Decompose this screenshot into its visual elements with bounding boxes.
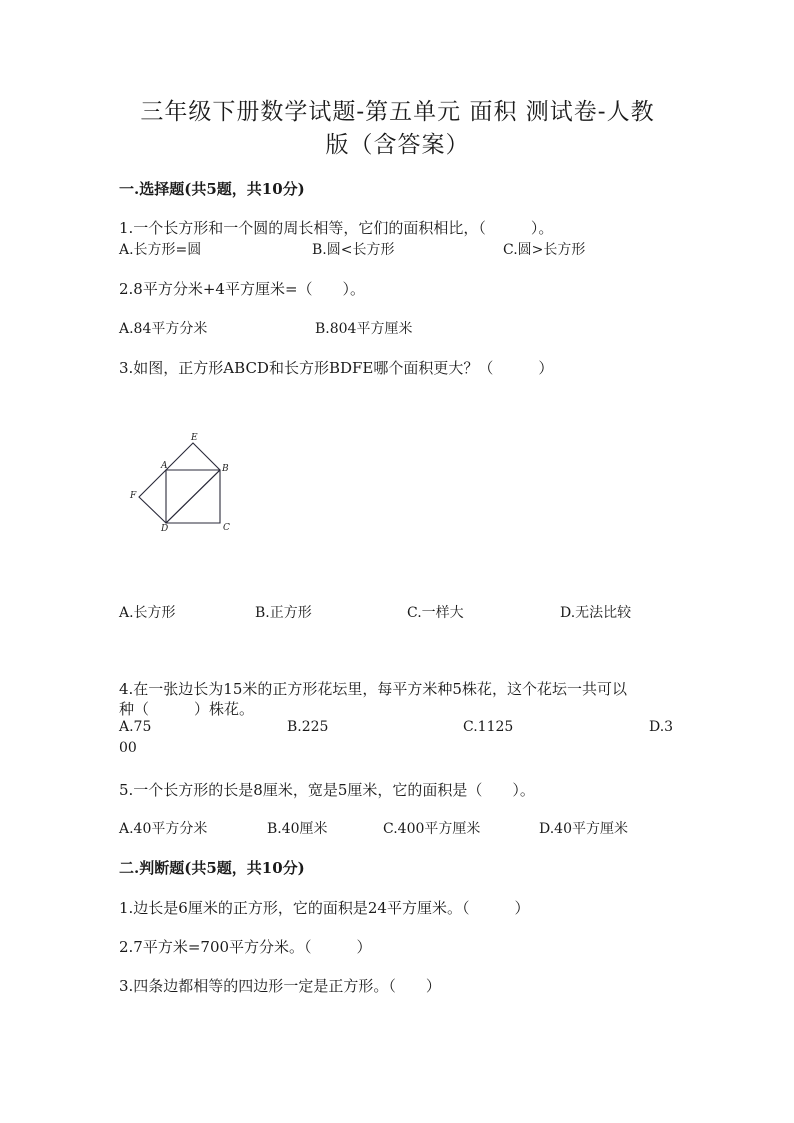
worksheet-title-line2: 版（含答案） (325, 132, 470, 158)
q4-option-a: A.75 (119, 719, 152, 735)
figure-label-d: D (161, 524, 169, 534)
q3-option-a: A.长方形 (119, 605, 176, 621)
question-2-text: 2.8平方分米+4平方厘米=（ ）。 (119, 280, 366, 298)
q5-option-d: D.40平方厘米 (539, 821, 628, 837)
q1-option-a: A.长方形=圆 (119, 242, 202, 258)
q5-option-b: B.40厘米 (267, 821, 328, 837)
q2-option-a: A.84平方分米 (119, 321, 208, 337)
question-4-text-line1: 4.在一张边长为15米的正方形花坛里，每平方米种5株花，这个花坛一共可以 (119, 680, 627, 698)
section2-heading: 二.判断题(共5题，共10分) (119, 859, 305, 877)
q3-option-c: C.一样大 (407, 605, 464, 621)
judge-question-1: 1.边长是6厘米的正方形，它的面积是24平方厘米。（ ） (119, 899, 530, 917)
q5-option-c: C.400平方厘米 (383, 821, 481, 837)
q3-option-b: B.正方形 (255, 605, 312, 621)
judge-question-3: 3.四条边都相等的四边形一定是正方形。（ ） (119, 977, 441, 995)
question-1-text: 1.一个长方形和一个圆的周长相等，它们的面积相比，（ ）。 (119, 219, 554, 237)
square-rectangle-figure (120, 425, 250, 540)
figure-label-c: C (223, 523, 230, 533)
question-3-text: 3.如图，正方形ABCD和长方形BDFE哪个面积更大？（ ） (119, 359, 554, 377)
q3-option-d: D.无法比较 (560, 605, 632, 621)
q4-option-b: B.225 (287, 719, 329, 735)
section1-heading: 一.选择题(共5题，共10分) (119, 180, 305, 198)
question-5-text: 5.一个长方形的长是8厘米，宽是5厘米，它的面积是（ ）。 (119, 781, 535, 799)
q4-option-c: C.1125 (463, 719, 514, 735)
rectangle-bdfe (139, 443, 220, 523)
worksheet-title-line1: 三年级下册数学试题-第五单元 面积 测试卷-人教 (140, 99, 655, 125)
figure-label-b: B (222, 464, 229, 474)
diagonal-bd (166, 470, 220, 523)
figure-label-a: A (161, 461, 168, 471)
q4-option-d: D.3 (649, 719, 674, 735)
q5-option-a: A.40平方分米 (119, 821, 208, 837)
q1-option-c: C.圆>长方形 (503, 242, 586, 258)
q1-option-b: B.圆<长方形 (312, 242, 395, 258)
figure-label-e: E (191, 433, 198, 443)
question-4-text-line2: 种（ ）株花。 (119, 700, 255, 718)
q2-option-b: B.804平方厘米 (315, 321, 413, 337)
q4-option-d-wrap: 00 (119, 740, 137, 756)
judge-question-2: 2.7平方米=700平方分米。（ ） (119, 938, 372, 956)
figure-label-f: F (130, 491, 137, 501)
